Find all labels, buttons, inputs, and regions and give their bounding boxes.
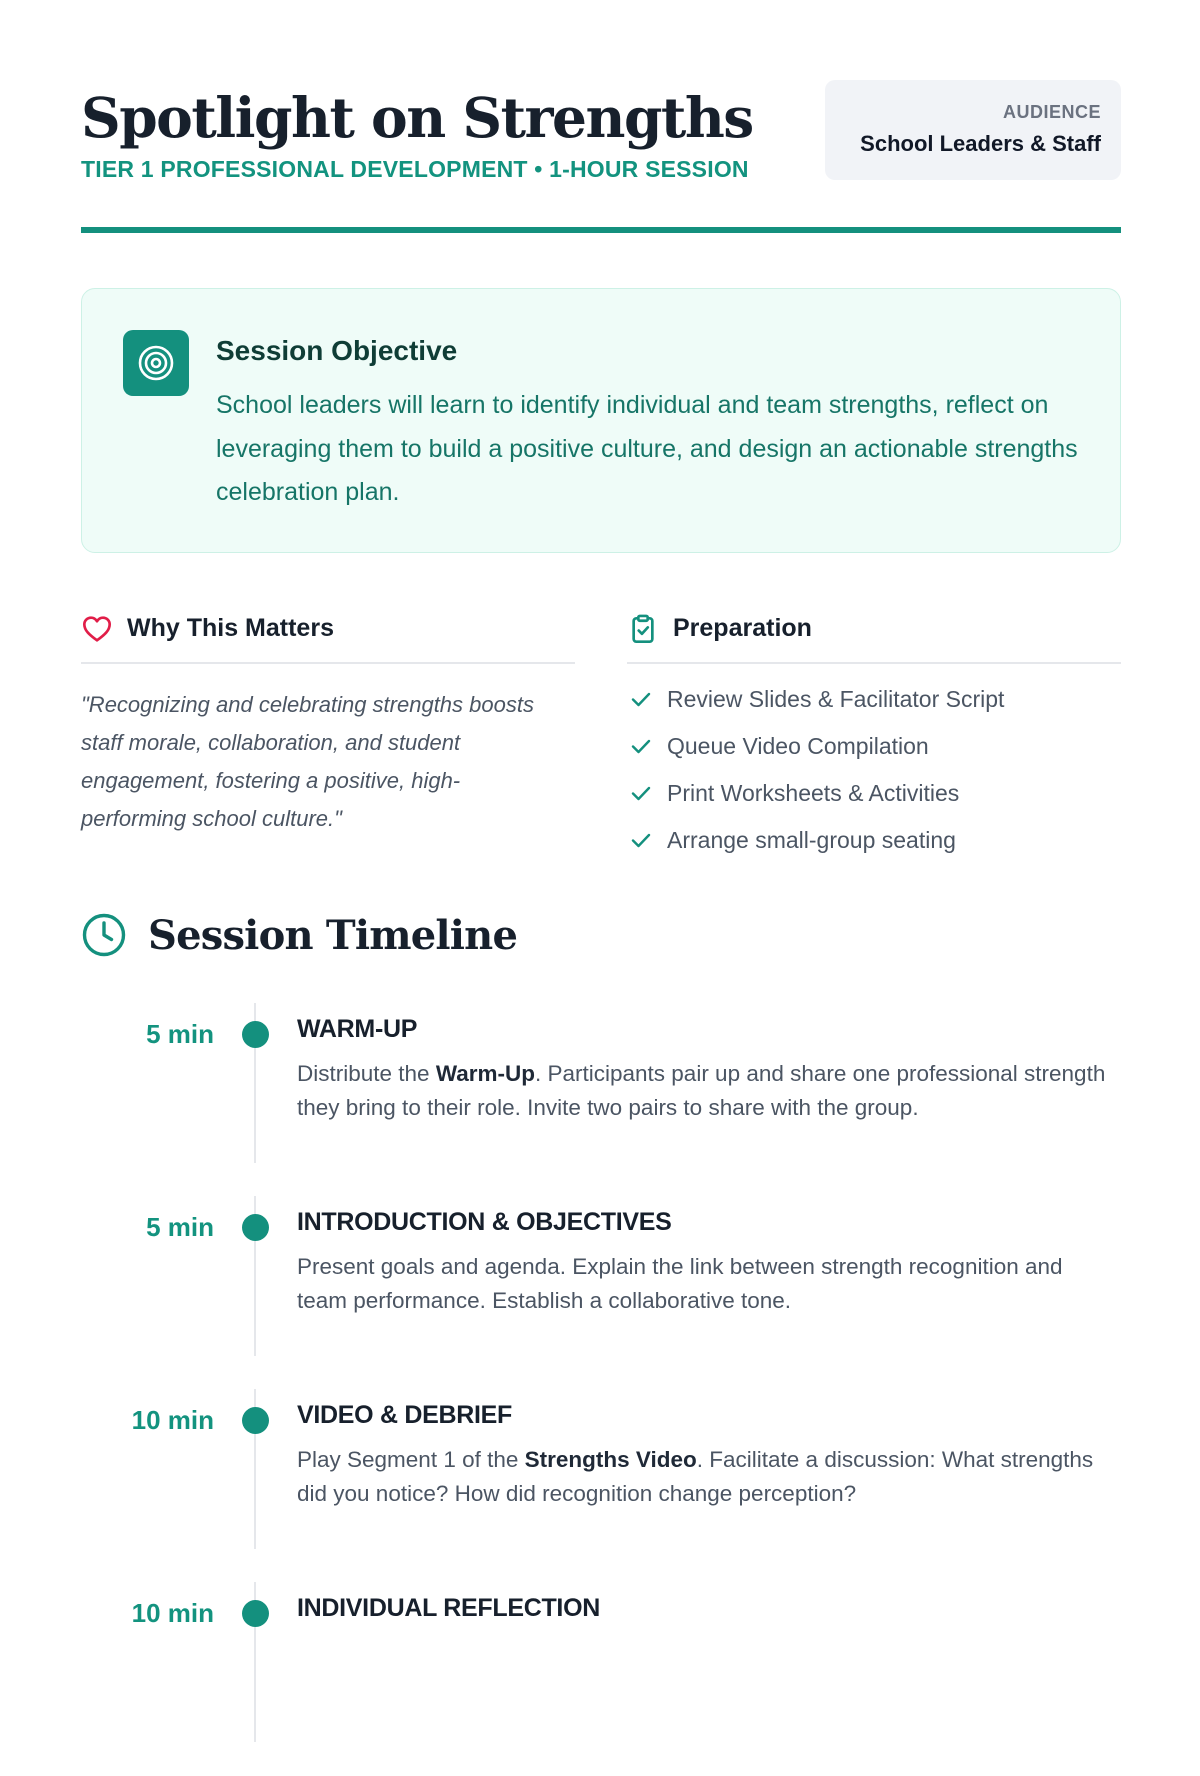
timeline-duration: 10 min — [131, 1405, 214, 1435]
description-text: . Facilitate a discussion: What strengths did you notice? How did recognition change perception? — [297, 1447, 1094, 1506]
why-this-matters-title: Why This Matters — [127, 614, 334, 642]
page-title: Spotlight on Strengths — [81, 85, 753, 150]
preparation-section — [627, 610, 1121, 872]
timeline-duration: 5 min — [146, 1212, 214, 1242]
why-quote: "Recognizing and celebrating strengths boosts staff morale, collaboration, and student engagement, fostering a positive, high-performing school culture." — [81, 692, 534, 831]
list-item — [627, 731, 1121, 778]
why-this-matters-section — [81, 610, 575, 838]
objective-title: Session Objective — [216, 335, 458, 366]
objective-text: School leaders will learn to identify individual and team strengths, reflect on leveraging them to build a positive culture, and design an actionable strengths celebration plan. — [216, 391, 1078, 506]
clipboard-check-icon — [627, 613, 659, 650]
preparation-item-text: Review Slides & Facilitator Script — [667, 686, 1005, 712]
list-item — [627, 825, 1121, 872]
description-text: Distribute the — [297, 1061, 436, 1086]
description-highlight: Strengths Video — [524, 1447, 697, 1472]
why-this-matters-header — [81, 610, 575, 664]
header-divider — [81, 227, 1121, 233]
check-icon — [630, 782, 652, 810]
timeline-duration: 10 min — [131, 1598, 214, 1628]
audience-label: AUDIENCE — [1002, 102, 1101, 122]
heart-icon — [81, 613, 113, 650]
list-item — [627, 684, 1121, 731]
timeline-dot — [242, 1407, 269, 1434]
timeline-dot — [242, 1600, 269, 1627]
timeline-item — [81, 1582, 1121, 1776]
preparation-list — [627, 684, 1121, 872]
description-text: Play Segment 1 of the — [297, 1447, 525, 1472]
timeline-item — [81, 1389, 1121, 1583]
preparation-header — [627, 610, 1121, 664]
preparation-title: Preparation — [673, 614, 812, 642]
check-icon — [630, 829, 652, 857]
clock-icon — [81, 912, 127, 963]
check-icon — [630, 735, 652, 763]
timeline-activity-description — [297, 1443, 1117, 1511]
timeline-activity-title: VIDEO & DEBRIEF — [297, 1401, 512, 1429]
preparation-item-text: Queue Video Compilation — [667, 733, 929, 759]
page-subtitle: TIER 1 PROFESSIONAL DEVELOPMENT • 1-HOUR SESSION — [81, 156, 749, 182]
timeline-activity-description — [297, 1250, 1117, 1318]
header — [81, 80, 1121, 235]
timeline-item — [81, 1003, 1121, 1197]
description-text: Present goals and agenda. Explain the link between strength recognition and team performance. Establish a collaborative tone. — [297, 1254, 1063, 1313]
session-objective-card — [81, 288, 1121, 553]
session-timeline-header — [81, 910, 681, 970]
timeline-duration: 5 min — [146, 1019, 214, 1049]
session-timeline-title: Session Timeline — [148, 912, 518, 959]
description-highlight: Warm-Up — [435, 1061, 535, 1086]
check-icon — [630, 688, 652, 716]
timeline-item — [81, 1196, 1121, 1390]
timeline-dot — [242, 1214, 269, 1241]
audience-value: School Leaders & Staff — [860, 131, 1101, 156]
list-item — [627, 778, 1121, 825]
timeline-activity-title: WARM-UP — [297, 1015, 418, 1043]
description-text: . Participants pair up and share one professional strength they bring to their role. Invite two pairs to share with the group. — [297, 1061, 1106, 1120]
audience-badge — [825, 80, 1121, 180]
lesson-plan-page — [81, 0, 1121, 1628]
preparation-item-text: Print Worksheets & Activities — [667, 780, 960, 806]
timeline-dot — [242, 1021, 269, 1048]
target-icon — [123, 330, 189, 396]
timeline-activity-title: INDIVIDUAL REFLECTION — [297, 1594, 600, 1622]
timeline-activity-description — [297, 1057, 1117, 1125]
preparation-item-text: Arrange small-group seating — [667, 827, 956, 853]
timeline-activity-title: INTRODUCTION & OBJECTIVES — [297, 1208, 672, 1236]
